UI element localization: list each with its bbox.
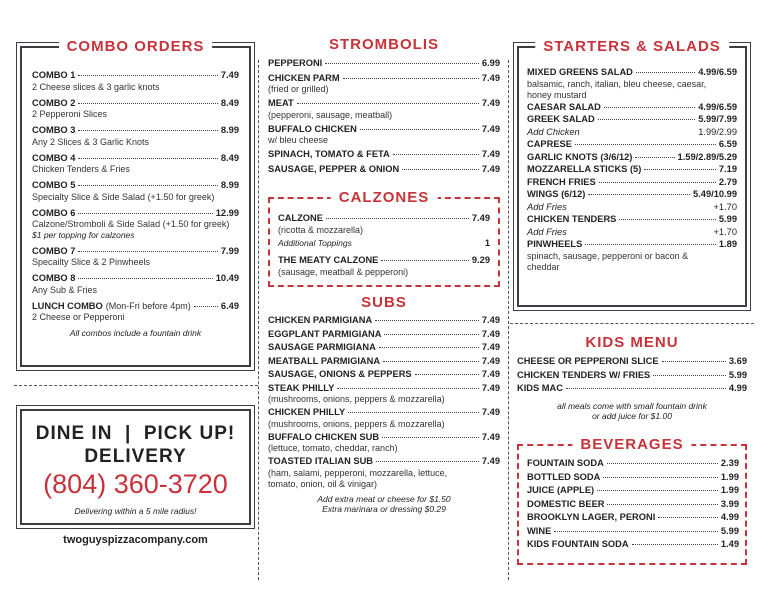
item-name: CALZONE	[278, 213, 323, 223]
menu-item	[527, 499, 739, 511]
item-name: SPINACH, TOMATO & FETA	[268, 149, 390, 159]
menu-item	[278, 255, 490, 278]
menu-item	[32, 273, 239, 296]
item-name: SAUSAGE PARMIGIANA	[268, 342, 376, 352]
item-description: spinach, sausage, pepperoni or bacon & cheddar	[527, 250, 689, 272]
calzones-title: CALZONES	[331, 189, 438, 206]
item-name: JUICE (APPLE)	[527, 485, 595, 495]
item-price: 7.19	[718, 164, 737, 174]
menu-item	[32, 153, 239, 176]
item-price: 7.49	[481, 407, 500, 417]
kids-note-drink: all meals come with small fountain drink	[557, 400, 707, 411]
leader-dots	[78, 75, 218, 76]
item-description: 2 Pepperoni Slices	[32, 109, 108, 119]
item-name: EGGPLANT PARMIGIANA	[268, 328, 382, 339]
menu-item	[517, 370, 747, 382]
menu-item	[527, 539, 739, 551]
leader-dots	[376, 461, 479, 462]
item-price: 5.49/10.99	[693, 189, 737, 199]
menu-item	[268, 164, 500, 176]
menu-item	[527, 472, 739, 484]
menu-item	[527, 127, 737, 139]
item-description: (mushrooms, onions, peppers & mozzarella)	[268, 418, 445, 429]
item-description: (mushrooms, onions, peppers & mozzarella)	[268, 394, 445, 404]
item-name: COMBO 3	[32, 125, 76, 135]
combo-footer-note: All combos include a fountain drink	[69, 328, 202, 338]
leader-dots	[297, 103, 479, 104]
leader-dots	[381, 260, 469, 261]
menu-item	[527, 214, 737, 226]
item-name: WINE	[527, 525, 552, 536]
leader-dots	[78, 130, 218, 131]
item-price: 10.49	[215, 273, 239, 283]
menu-item	[268, 73, 500, 96]
menu-item	[527, 67, 737, 101]
item-name: STEAK PHILLY	[268, 382, 335, 393]
item-name: Add Fries	[527, 201, 567, 212]
leader-dots	[383, 361, 479, 362]
starters-list	[527, 67, 737, 273]
leader-dots	[78, 278, 212, 279]
item-name: WINGS (6/12)	[527, 189, 586, 199]
leader-dots	[583, 132, 696, 133]
beverages-section	[517, 436, 747, 565]
leader-dots	[662, 361, 726, 362]
leader-dots	[607, 504, 717, 505]
subs-title: SUBS	[361, 294, 407, 311]
item-name: KIDS FOUNTAIN SODA	[527, 539, 629, 549]
menu-item	[32, 70, 239, 93]
menu-item	[527, 485, 739, 497]
leader-dots	[585, 244, 716, 245]
leader-dots	[402, 169, 479, 170]
promo-dine-pickup: DINE IN | PICK UP!	[35, 423, 236, 444]
item-price: 7.49	[481, 431, 500, 442]
leader-dots	[326, 218, 469, 219]
item-price: 8.49	[220, 152, 239, 163]
menu-item	[32, 246, 239, 269]
item-description: Any Sub & Fries	[32, 284, 98, 295]
item-price: 1.99	[720, 471, 739, 482]
item-name: Add Fries	[527, 226, 567, 237]
beverages-list	[527, 458, 739, 551]
item-name: PEPPERONI	[268, 58, 323, 68]
item-price: 7.49	[481, 98, 500, 108]
item-description: 2 Cheese or Pepperoni	[32, 312, 125, 322]
menu-item	[268, 124, 500, 147]
item-name: COMBO 4	[32, 152, 76, 163]
menu-item	[527, 239, 737, 273]
leader-dots	[598, 119, 696, 120]
divider	[510, 323, 754, 324]
leader-dots	[384, 334, 478, 335]
leader-dots	[375, 320, 479, 321]
subs-section	[268, 294, 500, 515]
menu-item	[268, 356, 500, 368]
item-name: CAPRESE	[527, 139, 572, 149]
item-price: +1.70	[713, 226, 737, 237]
leader-dots	[325, 63, 479, 64]
item-price: 6.99	[481, 58, 500, 68]
item-price: 8.99	[220, 180, 239, 190]
leader-dots	[599, 182, 716, 183]
menu-item	[268, 342, 500, 354]
item-price: 8.99	[220, 125, 239, 135]
item-name: FRENCH FRIES	[527, 176, 596, 187]
item-price: 6.59	[718, 139, 737, 149]
item-name: MOZZARELLA STICKS (5)	[527, 164, 642, 174]
item-name: COMBO 8	[32, 273, 76, 283]
leader-dots	[78, 158, 218, 159]
starters-section	[517, 38, 747, 307]
additional-toppings-price: 1	[484, 237, 490, 248]
strombolis-title: STROMBOLIS	[329, 36, 439, 53]
stromboli-list	[268, 58, 500, 175]
combo-list	[32, 70, 239, 323]
menu-item	[32, 208, 239, 241]
item-name: FOUNTAIN SODA	[527, 458, 604, 468]
menu-item	[278, 213, 490, 236]
divider	[14, 385, 258, 386]
leader-dots	[554, 531, 718, 532]
leader-dots	[619, 219, 716, 220]
additional-toppings-label: Additional Toppings	[278, 237, 352, 248]
promo-delivery-note: Delivering within a 5 mile radius!	[74, 506, 197, 516]
strombolis-section	[268, 36, 500, 178]
item-name: CHICKEN PHILLY	[268, 407, 346, 417]
item-price: 7.49	[481, 72, 500, 83]
item-name: CAESAR SALAD	[527, 101, 601, 112]
item-price: 1.99/2.99	[698, 126, 737, 137]
promo-phone[interactable]: (804) 360-3720	[43, 469, 228, 499]
item-description: (sausage, meatball & pepperoni)	[278, 266, 409, 277]
item-price: 7.49	[481, 382, 500, 393]
subs-note-extra-meat: Add extra meat or cheese for $1.50	[317, 493, 451, 504]
divider	[258, 60, 259, 580]
item-price: 4.99/6.59	[698, 101, 737, 112]
leader-dots	[607, 463, 718, 464]
menu-item	[527, 114, 737, 126]
item-name: TOASTED ITALIAN SUB	[268, 456, 374, 466]
item-description: 2 Cheese slices & 3 garlic knots	[32, 81, 160, 92]
item-description: (ham, salami, pepperoni, mozzarella, lettuce, tomato, onion, oil & vinigar)	[268, 467, 448, 489]
item-price: 7.99	[220, 245, 239, 256]
leader-dots	[588, 194, 690, 195]
leader-dots	[78, 185, 218, 186]
item-description: (ricotta & mozzarella)	[278, 224, 364, 235]
menu-item	[527, 202, 737, 214]
website-link[interactable]: twoguyspizzacompany.com	[63, 534, 208, 546]
menu-item	[527, 164, 737, 176]
item-price: 7.49	[481, 163, 500, 174]
starters-title: STARTERS & SALADS	[535, 38, 729, 55]
promo-delivery: DELIVERY	[84, 446, 187, 467]
item-description: (lettuce, tomato, cheddar, ranch)	[268, 443, 398, 453]
menu-item	[517, 356, 747, 368]
item-price: 1.89	[718, 239, 737, 249]
item-description: (fried or grilled)	[268, 84, 329, 94]
menu-item	[268, 329, 500, 341]
item-price: 7.49	[481, 123, 500, 134]
item-price: 1.99	[720, 485, 739, 495]
menu-item	[268, 58, 500, 70]
kids-title: KIDS MENU	[585, 334, 679, 351]
subs-note-extra-marinara: Extra marinara or dressing $0.29	[322, 504, 446, 514]
menu-item	[527, 512, 739, 524]
item-price: 5.99	[718, 214, 737, 224]
menu-item	[268, 98, 500, 121]
kids-note-juice: or add juice for $1.00	[592, 411, 672, 421]
divider	[508, 60, 509, 580]
item-name: CHICKEN PARM	[268, 72, 340, 83]
item-price: 5.99/7.99	[698, 114, 737, 124]
promo-box	[20, 409, 251, 525]
item-name: CHEESE OR PEPPERONI SLICE	[517, 356, 659, 366]
item-name: LUNCH COMBO	[32, 300, 103, 311]
item-name: SAUSAGE, PEPPER & ONION	[268, 163, 400, 174]
leader-dots	[575, 144, 716, 145]
kids-list	[517, 356, 747, 395]
menu-item	[527, 189, 737, 201]
menu-item	[268, 383, 500, 406]
item-name: BOTTLED SODA	[527, 471, 601, 482]
additional-toppings-row	[278, 238, 490, 250]
item-name: Add Chicken	[527, 126, 580, 137]
leader-dots	[379, 347, 479, 348]
combo-orders-section	[20, 38, 251, 367]
menu-item	[527, 102, 737, 114]
menu-item	[268, 456, 500, 490]
leader-dots	[415, 374, 479, 375]
leader-dots	[570, 207, 711, 208]
item-price: 7.49	[481, 328, 500, 339]
item-description: w/ bleu cheese	[268, 135, 329, 145]
menu-item	[527, 526, 739, 538]
item-description: Specialty Slice & Side Salad (+1.50 for greek)	[32, 191, 215, 202]
item-name: CHICKEN TENDERS W/ FRIES	[517, 369, 651, 380]
beverages-title: BEVERAGES	[572, 436, 691, 453]
menu-item	[527, 458, 739, 470]
menu-item	[268, 149, 500, 161]
item-price: 7.49	[481, 456, 500, 466]
leader-dots	[570, 232, 711, 233]
item-name: MEAT	[268, 98, 294, 108]
leader-dots	[78, 213, 212, 214]
menu-item	[527, 152, 737, 164]
item-price: 4.99	[728, 383, 747, 393]
leader-dots	[78, 251, 218, 252]
leader-dots	[360, 129, 479, 130]
item-name: GREEK SALAD	[527, 114, 595, 124]
item-name-extra: (Mon-Fri before 4pm)	[105, 300, 191, 311]
item-name: COMBO 2	[32, 97, 76, 108]
leader-dots	[393, 154, 479, 155]
leader-dots	[597, 490, 718, 491]
item-name: MIXED GREENS SALAD	[527, 67, 633, 77]
item-description: Any 2 Slices & 3 Garlic Knots	[32, 136, 150, 147]
item-name: BUFFALO CHICKEN	[268, 123, 357, 134]
item-name: BROOKLYN LAGER, PERONI	[527, 512, 656, 522]
menu-item	[527, 227, 737, 239]
leader-dots	[337, 388, 479, 389]
item-name: COMBO 6	[32, 207, 76, 218]
item-name: THE MEATY CALZONE	[278, 255, 379, 265]
item-price: 7.49	[220, 70, 239, 80]
menu-item	[32, 180, 239, 203]
item-name: PINWHEELS	[527, 239, 583, 249]
item-price: 7.49	[471, 213, 490, 223]
leader-dots	[632, 544, 718, 545]
item-description: balsamic, ranch, italian, bleu cheese, caesar, honey mustard	[527, 78, 707, 100]
item-price: 7.49	[481, 355, 500, 366]
item-price: 4.99	[720, 512, 739, 522]
item-name: GARLIC KNOTS (3/6/12)	[527, 151, 633, 162]
item-name: MEATBALL PARMIGIANA	[268, 355, 381, 366]
item-price: 4.99/6.59	[698, 67, 737, 77]
leader-dots	[194, 306, 218, 307]
item-price: 7.49	[481, 342, 500, 352]
item-price: 5.99	[728, 369, 747, 380]
menu-item	[268, 407, 500, 430]
item-price: 1.49	[720, 539, 739, 549]
leader-dots	[635, 157, 674, 158]
item-price: +1.70	[713, 201, 737, 212]
calzone-list	[278, 213, 490, 278]
leader-dots	[78, 103, 218, 104]
leader-dots	[653, 375, 726, 376]
item-price: 3.99	[720, 498, 739, 509]
menu-item	[527, 177, 737, 189]
item-description: Chicken Tenders & Fries	[32, 164, 130, 174]
item-description: (pepperoni, sausage, meatball)	[268, 109, 393, 120]
item-name: CHICKEN PARMIGIANA	[268, 315, 373, 325]
item-name: COMBO 1	[32, 70, 76, 80]
leader-dots	[343, 78, 479, 79]
leader-dots	[644, 169, 716, 170]
menu-item	[32, 125, 239, 148]
item-price: 1.59/2.89/5.29	[677, 151, 737, 162]
item-price: 6.49	[220, 300, 239, 311]
item-price: 7.49	[481, 149, 500, 159]
item-price: 2.39	[720, 458, 739, 468]
item-name: BUFFALO CHICKEN SUB	[268, 431, 380, 442]
combo-orders-title: COMBO ORDERS	[59, 38, 213, 55]
menu-item	[527, 139, 737, 151]
menu-item	[268, 432, 500, 455]
item-price: 8.49	[220, 97, 239, 108]
leader-dots	[348, 412, 479, 413]
menu-item	[268, 369, 500, 381]
item-price: 7.49	[481, 369, 500, 379]
menu-item	[32, 301, 239, 324]
item-note: $1 per topping for calzones	[32, 230, 135, 240]
item-name: DOMESTIC BEER	[527, 498, 605, 509]
menu-item	[32, 98, 239, 121]
leader-dots	[603, 477, 718, 478]
leader-dots	[636, 72, 695, 73]
item-price: 2.79	[718, 176, 737, 187]
item-name: KIDS MAC	[517, 383, 563, 393]
leader-dots	[382, 437, 479, 438]
item-name: CHICKEN TENDERS	[527, 214, 617, 224]
item-description: Calzone/Stromboli & Side Salad (+1.50 for greek)	[32, 219, 230, 229]
item-name: COMBO 5	[32, 180, 76, 190]
item-price: 3.69	[728, 356, 747, 366]
menu-item	[517, 383, 747, 395]
item-price: 7.49	[481, 315, 500, 325]
item-name: SAUSAGE, ONIONS & PEPPERS	[268, 369, 412, 379]
leader-dots	[566, 388, 726, 389]
item-price: 12.99	[215, 207, 239, 218]
calzones-section	[268, 189, 500, 287]
item-description: Specailty Slice & 2 Pinwheels	[32, 257, 151, 267]
leader-dots	[658, 517, 718, 518]
item-price: 9.29	[471, 255, 490, 265]
menu-item	[268, 315, 500, 327]
item-name: COMBO 7	[32, 245, 76, 256]
leader-dots	[604, 107, 695, 108]
item-price: 5.99	[720, 525, 739, 536]
kids-section	[517, 334, 747, 422]
subs-list	[268, 315, 500, 490]
